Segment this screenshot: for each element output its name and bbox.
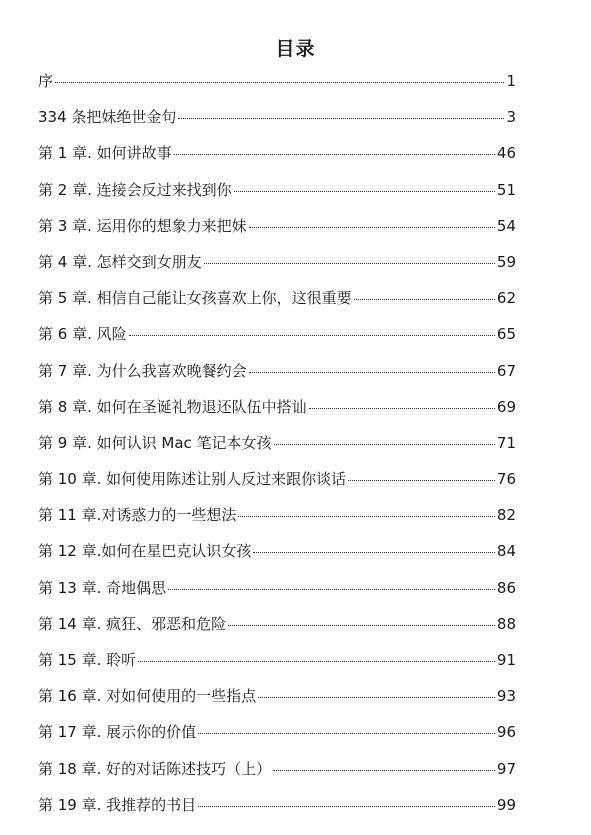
dot-leader (249, 227, 495, 228)
toc-entry-page-number: 3 (506, 108, 516, 127)
toc-entry[interactable] (38, 758, 516, 794)
toc-entry-label: 序 (38, 72, 54, 90)
toc-entry-page-number: 96 (496, 723, 516, 742)
toc-entry-page-number: 97 (496, 759, 516, 778)
dot-leader (174, 154, 495, 155)
toc-entry-label: 第 18 章. 好的对话陈述技巧（上） (38, 759, 272, 778)
toc-entry-label: 第 17 章. 展示你的价值 (38, 723, 197, 742)
dot-leader (238, 516, 495, 517)
toc-entry-page-number: 84 (496, 542, 516, 561)
toc-entry-label: 第 4 章. 怎样交到女朋友 (38, 252, 202, 271)
toc-entry[interactable] (38, 540, 516, 576)
toc-entry-page-number: 71 (496, 433, 516, 452)
toc-entry-page-number: 69 (496, 397, 516, 416)
toc-entry-label: 第 7 章. 为什么我喜欢晚餐约会 (38, 361, 247, 380)
dot-leader (138, 661, 495, 662)
toc-entry-label: 第 9 章. 如何认识 Mac 笔记本女孩 (38, 433, 272, 452)
dot-leader (354, 299, 495, 300)
toc-entry-page-number: 62 (496, 289, 516, 308)
toc-entry-page-number: 86 (496, 578, 516, 597)
toc-entry-label: 第 19 章. 我推荐的书目 (38, 795, 197, 814)
toc-entry-page-number: 65 (496, 325, 516, 344)
table-of-contents (38, 70, 516, 830)
dot-leader (274, 444, 495, 445)
dot-leader (309, 408, 495, 409)
toc-entry-label: 334 条把妹绝世金句 (38, 108, 177, 127)
toc-entry[interactable] (38, 504, 516, 540)
dot-leader (129, 335, 495, 336)
toc-entry-label: 第 12 章.如何在星巴克认识女孩 (38, 542, 252, 561)
toc-entry[interactable] (38, 685, 516, 721)
toc-entry-label: 第 2 章. 连接会反过来找到你 (38, 180, 232, 199)
dot-leader (178, 118, 504, 119)
toc-entry[interactable] (38, 613, 516, 649)
toc-entry[interactable] (38, 577, 516, 613)
dot-leader (249, 372, 495, 373)
toc-entry[interactable] (38, 287, 516, 323)
dot-leader (168, 589, 495, 590)
toc-entry-page-number: 99 (496, 795, 516, 814)
toc-entry[interactable] (38, 396, 516, 432)
toc-entry[interactable] (38, 251, 516, 287)
toc-entry[interactable] (38, 215, 516, 251)
toc-entry-page-number: 1 (506, 72, 516, 90)
toc-entry-label: 第 16 章. 对如何使用的一些指点 (38, 687, 257, 706)
toc-entry-label: 第 6 章. 风险 (38, 325, 127, 344)
dot-leader (228, 625, 495, 626)
toc-entry[interactable] (38, 323, 516, 359)
toc-entry-page-number: 46 (496, 144, 516, 163)
toc-entry-page-number: 82 (496, 506, 516, 525)
toc-entry-page-number: 67 (496, 361, 516, 380)
toc-entry-label: 第 8 章. 如何在圣诞礼物退还队伍中搭讪 (38, 397, 307, 416)
dot-leader (198, 806, 495, 807)
toc-entry[interactable] (38, 360, 516, 396)
toc-entry[interactable] (38, 142, 516, 178)
toc-entry-label: 第 3 章. 运用你的想象力来把妹 (38, 216, 247, 235)
toc-entry-label: 第 15 章. 聆听 (38, 651, 137, 669)
toc-entry-label: 第 10 章. 如何使用陈述让别人反过来跟你谈话 (38, 470, 347, 489)
toc-entry[interactable] (38, 70, 516, 106)
toc-entry-label: 第 11 章.对诱惑力的一些想法 (38, 506, 237, 525)
toc-entry[interactable] (38, 649, 516, 685)
toc-entry-label: 第 1 章. 如何讲故事 (38, 144, 172, 163)
dot-leader (273, 770, 495, 771)
toc-entry-page-number: 91 (496, 651, 516, 669)
toc-entry-page-number: 54 (496, 216, 516, 235)
toc-entry-label: 第 14 章. 疯狂、邪恶和危险 (38, 614, 227, 633)
dot-leader (234, 191, 495, 192)
toc-entry[interactable] (38, 794, 516, 830)
toc-entry[interactable] (38, 721, 516, 757)
toc-entry-page-number: 76 (496, 470, 516, 489)
dot-leader (204, 263, 495, 264)
dot-leader (348, 480, 495, 481)
toc-entry-page-number: 51 (496, 180, 516, 199)
dot-leader (258, 697, 495, 698)
toc-entry-label: 第 5 章. 相信自己能让女孩喜欢上你，这很重要 (38, 289, 352, 308)
toc-entry[interactable] (38, 106, 516, 142)
toc-entry-page-number: 88 (496, 614, 516, 633)
page-title: 目录 (275, 38, 316, 60)
toc-entry-page-number: 93 (496, 687, 516, 706)
dot-leader (55, 82, 504, 83)
toc-entry-label: 第 13 章. 奇地偶思 (38, 578, 167, 597)
toc-entry[interactable] (38, 468, 516, 504)
toc-entry[interactable] (38, 179, 516, 215)
toc-entry-page-number: 59 (496, 252, 516, 271)
dot-leader (198, 733, 495, 734)
dot-leader (253, 552, 495, 553)
toc-entry[interactable] (38, 432, 516, 468)
